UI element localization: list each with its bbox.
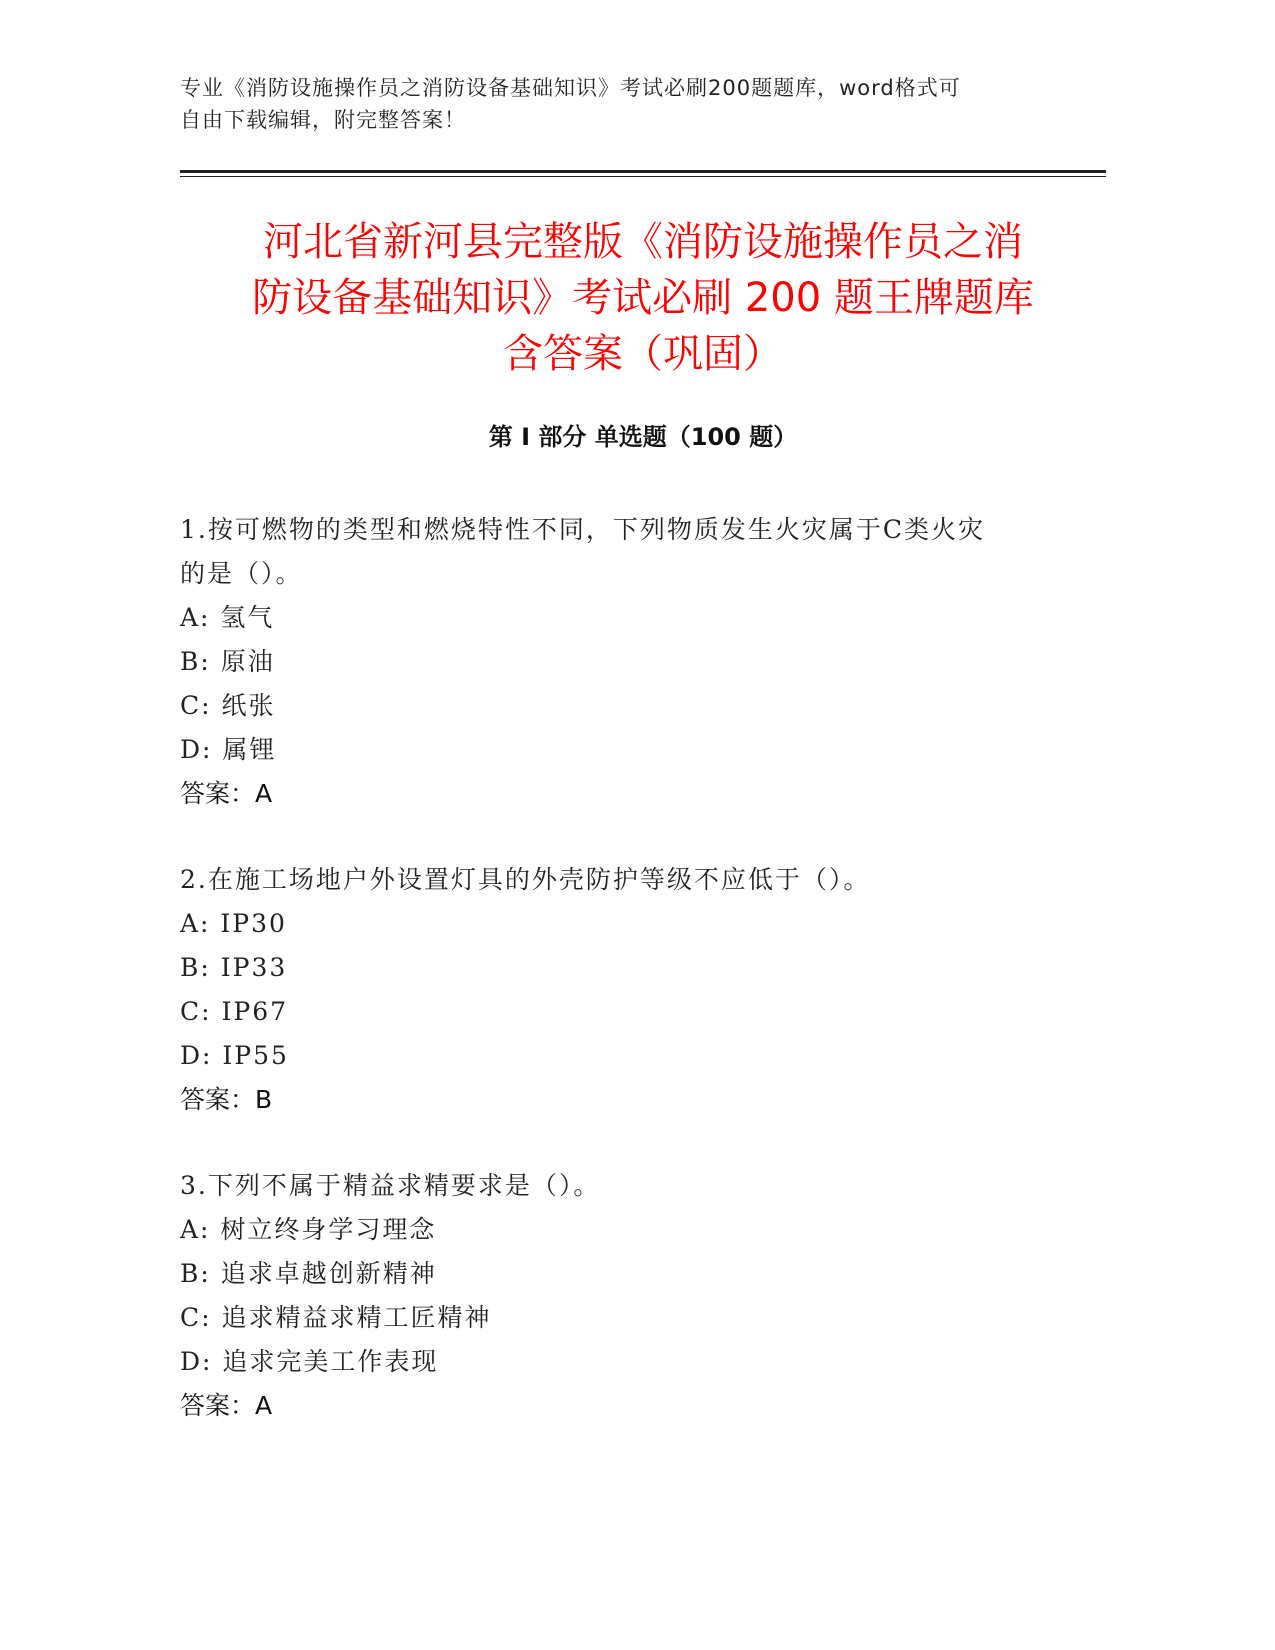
option-d: D: IP55 bbox=[180, 1041, 289, 1070]
answer: 答案：A bbox=[180, 1391, 273, 1420]
option-a: A: 氢气 bbox=[180, 603, 275, 632]
option-c: C: IP67 bbox=[180, 997, 289, 1026]
question-2 bbox=[180, 858, 1040, 1122]
document-title bbox=[180, 214, 1106, 382]
answer: 答案：A bbox=[180, 779, 273, 808]
document-title-line2: 防设备基础知识》考试必刷 200 题王牌题库 bbox=[252, 275, 1034, 321]
option-c: C: 追求精益求精工匠精神 bbox=[180, 1303, 492, 1332]
question-1 bbox=[180, 508, 1040, 816]
option-b: B: 追求卓越创新精神 bbox=[180, 1259, 437, 1288]
question-stem bbox=[180, 1164, 1040, 1208]
question-stem-line2: 的是（）。 bbox=[180, 559, 303, 588]
document-title-line3: 含答案（巩固） bbox=[503, 331, 783, 377]
question-stem-line1: 1.按可燃物的类型和燃烧特性不同，下列物质发生火灾属于C类火灾 bbox=[180, 515, 985, 544]
option-c: C: 纸张 bbox=[180, 691, 276, 720]
header-divider-thin bbox=[180, 176, 1106, 177]
section-title: 第 I 部分 单选题（100 题） bbox=[488, 423, 798, 451]
option-b: B: IP33 bbox=[180, 953, 288, 982]
question-stem bbox=[180, 858, 1040, 902]
option-b: B: 原油 bbox=[180, 647, 275, 676]
header-note-line1: 专业《消防设施操作员之消防设备基础知识》考试必刷200题题库，word格式可 bbox=[180, 76, 961, 100]
question-3 bbox=[180, 1164, 1040, 1428]
document-title-line1: 河北省新河县完整版《消防设施操作员之消 bbox=[263, 219, 1023, 265]
option-d: D: 追求完美工作表现 bbox=[180, 1347, 439, 1376]
option-a: A: IP30 bbox=[180, 909, 287, 938]
header-divider-thick bbox=[180, 170, 1106, 173]
question-stem-line1: 3.下列不属于精益求精要求是（）。 bbox=[180, 1171, 601, 1200]
header-note-line2: 自由下载编辑，附完整答案！ bbox=[180, 108, 466, 132]
header-note bbox=[180, 72, 1060, 136]
question-list bbox=[180, 508, 1040, 1470]
question-stem-line1: 2.在施工场地户外设置灯具的外壳防护等级不应低于（）。 bbox=[180, 865, 871, 894]
option-a: A: 树立终身学习理念 bbox=[180, 1215, 437, 1244]
option-d: D: 属锂 bbox=[180, 735, 277, 764]
answer: 答案：B bbox=[180, 1085, 273, 1114]
question-stem bbox=[180, 508, 1040, 596]
